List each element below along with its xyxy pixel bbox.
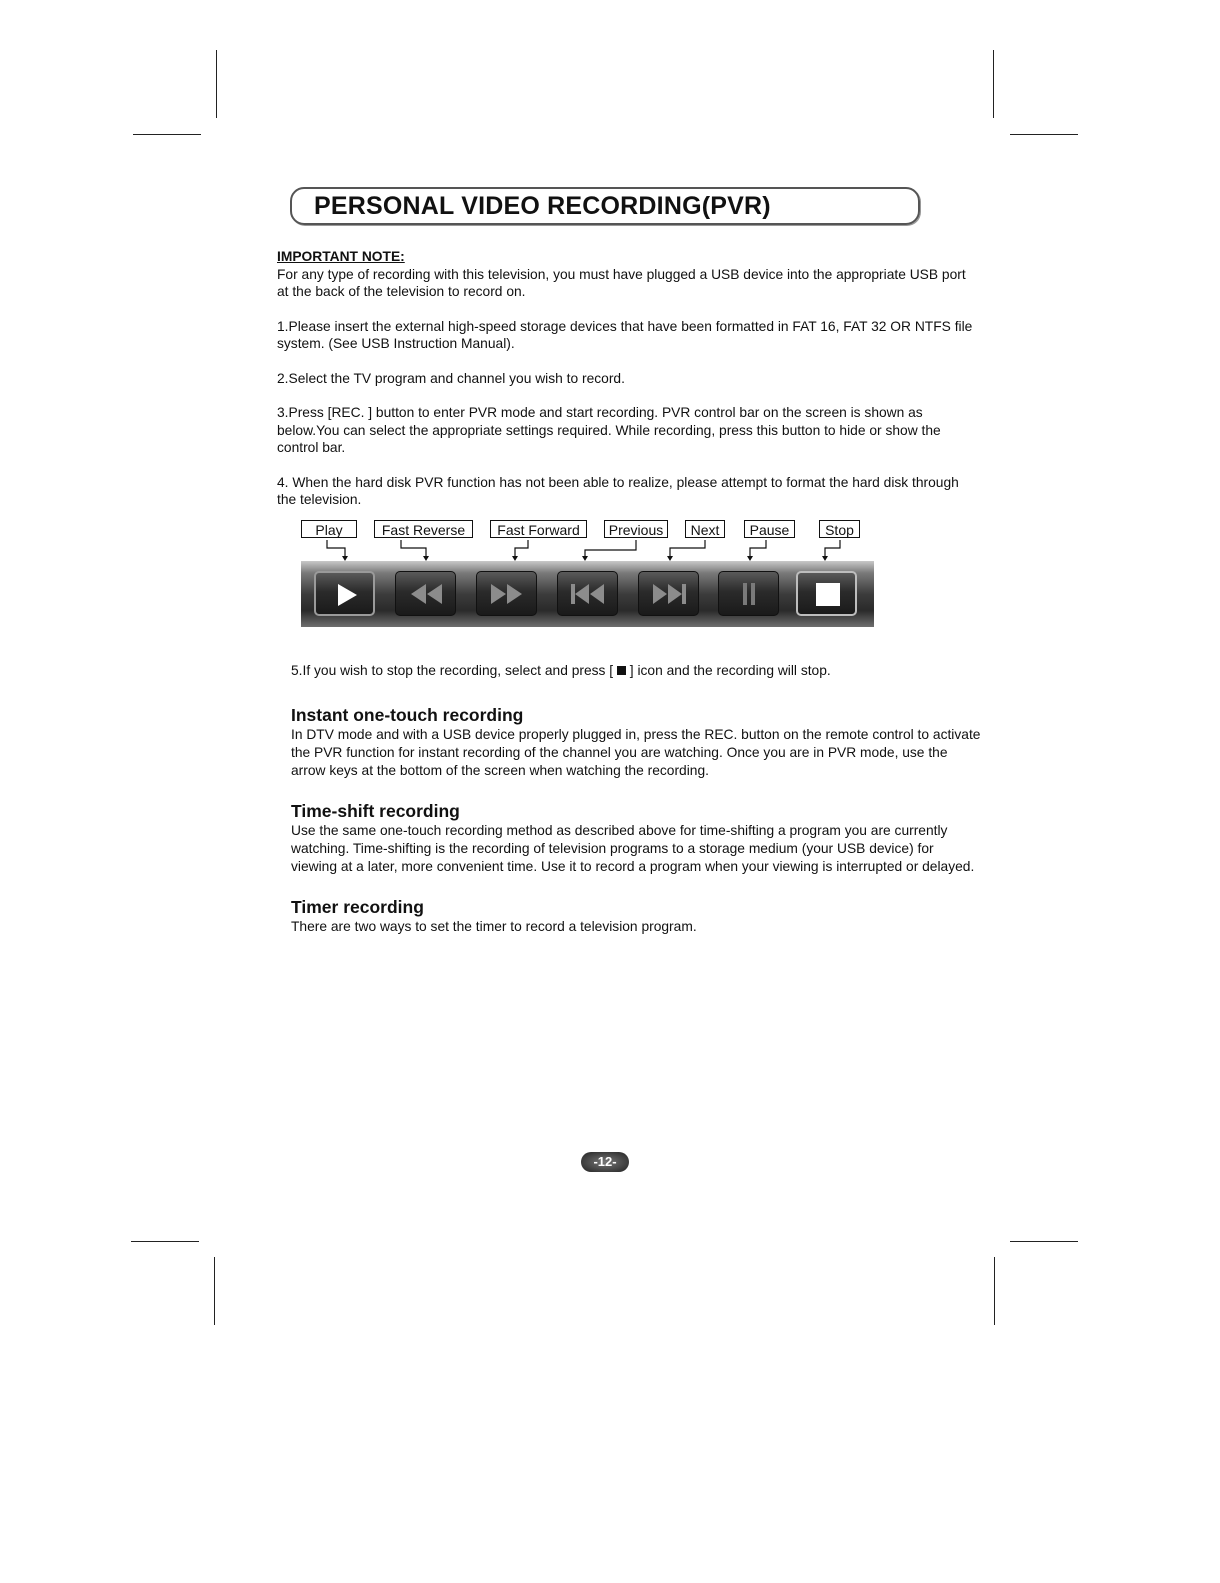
- play-icon: [316, 573, 377, 618]
- crop-mark: [1010, 1241, 1078, 1242]
- label-next: Next: [685, 520, 725, 538]
- crop-mark: [993, 50, 994, 118]
- label-stop: Stop: [819, 520, 860, 538]
- label-previous: Previous: [604, 520, 668, 538]
- crop-mark: [131, 1241, 199, 1242]
- previous-button[interactable]: [557, 571, 618, 616]
- step-2: 2.Select the TV program and channel you wish to record.: [277, 370, 625, 386]
- label-fast-forward: Fast Forward: [490, 520, 587, 538]
- crop-mark: [216, 50, 217, 118]
- stop-button[interactable]: [796, 571, 857, 616]
- step-5: [291, 662, 981, 680]
- section-body-time-shift: Use the same one-touch recording method as described above for time-shifting a program you are currently watching. Time-shifting is the recording of television programs to a storage medium (your USB device) for viewing at a later, more convenient time. Use it to record a program when your viewing is interrupted or delayed.: [291, 823, 975, 874]
- section-body-timer: There are two ways to set the timer to record a television program.: [291, 919, 697, 934]
- step-5-text-start: 5.If you wish to stop the recording, select and press [: [291, 663, 614, 678]
- fast-forward-button[interactable]: [476, 571, 537, 616]
- step-5-text-end: ] icon and the recording will stop.: [629, 663, 831, 678]
- important-note-text: For any type of recording with this television, you must have plugged a USB device into the appropriate USB port at the back of the television to record on.: [277, 266, 966, 299]
- pause-button[interactable]: [718, 571, 779, 616]
- section-body-instant: In DTV mode and with a USB device properly plugged in, press the REC. button on the remote control to activate the PVR function for instant recording of the channel you are watching. Once you are in PVR mode, use the arrow keys at the bottom of the screen when watching the recording.: [291, 727, 981, 778]
- page-title-box: [290, 187, 920, 225]
- pvr-control-bar: [301, 561, 874, 627]
- crop-mark: [994, 1257, 995, 1325]
- fast-forward-icon: [477, 572, 538, 617]
- next-button[interactable]: [638, 571, 699, 616]
- stop-square-icon: [617, 666, 626, 675]
- label-play: Play: [301, 520, 357, 538]
- previous-icon: [558, 572, 619, 617]
- step-3: 3.Press [REC. ] button to enter PVR mode and start recording. PVR control bar on the screen is shown as below.You can select the appropriate settings required. While recording, press this button to hide or show the control bar.: [277, 405, 941, 455]
- section-heading-time-shift: Time-shift recording: [291, 801, 460, 821]
- section-heading-instant: Instant one-touch recording: [291, 705, 524, 725]
- page-title: PERSONAL VIDEO RECORDING(PVR): [314, 192, 771, 220]
- next-icon: [639, 572, 700, 617]
- instructions: [277, 248, 977, 509]
- stop-icon: [798, 573, 859, 618]
- fast-reverse-button[interactable]: [395, 571, 456, 616]
- label-fast-reverse: Fast Reverse: [374, 520, 473, 538]
- step-1: 1.Please insert the external high-speed storage devices that have been formatted in FAT 16, FAT 32 OR NTFS file system. (See USB Instruction Manual).: [277, 318, 973, 351]
- section-heading-timer: Timer recording: [291, 897, 424, 917]
- crop-mark: [214, 1257, 215, 1325]
- crop-mark: [1010, 134, 1078, 135]
- play-button[interactable]: [314, 571, 375, 616]
- important-note-label: IMPORTANT NOTE:: [277, 249, 405, 264]
- pause-icon: [719, 572, 780, 617]
- crop-mark: [133, 134, 201, 135]
- label-pause: Pause: [744, 520, 795, 538]
- step-4: 4. When the hard disk PVR function has not been able to realize, please attempt to format the hard disk through the television.: [277, 474, 959, 507]
- page-number: -12-: [581, 1152, 629, 1172]
- recording-sections: [291, 662, 981, 936]
- fast-reverse-icon: [396, 572, 457, 617]
